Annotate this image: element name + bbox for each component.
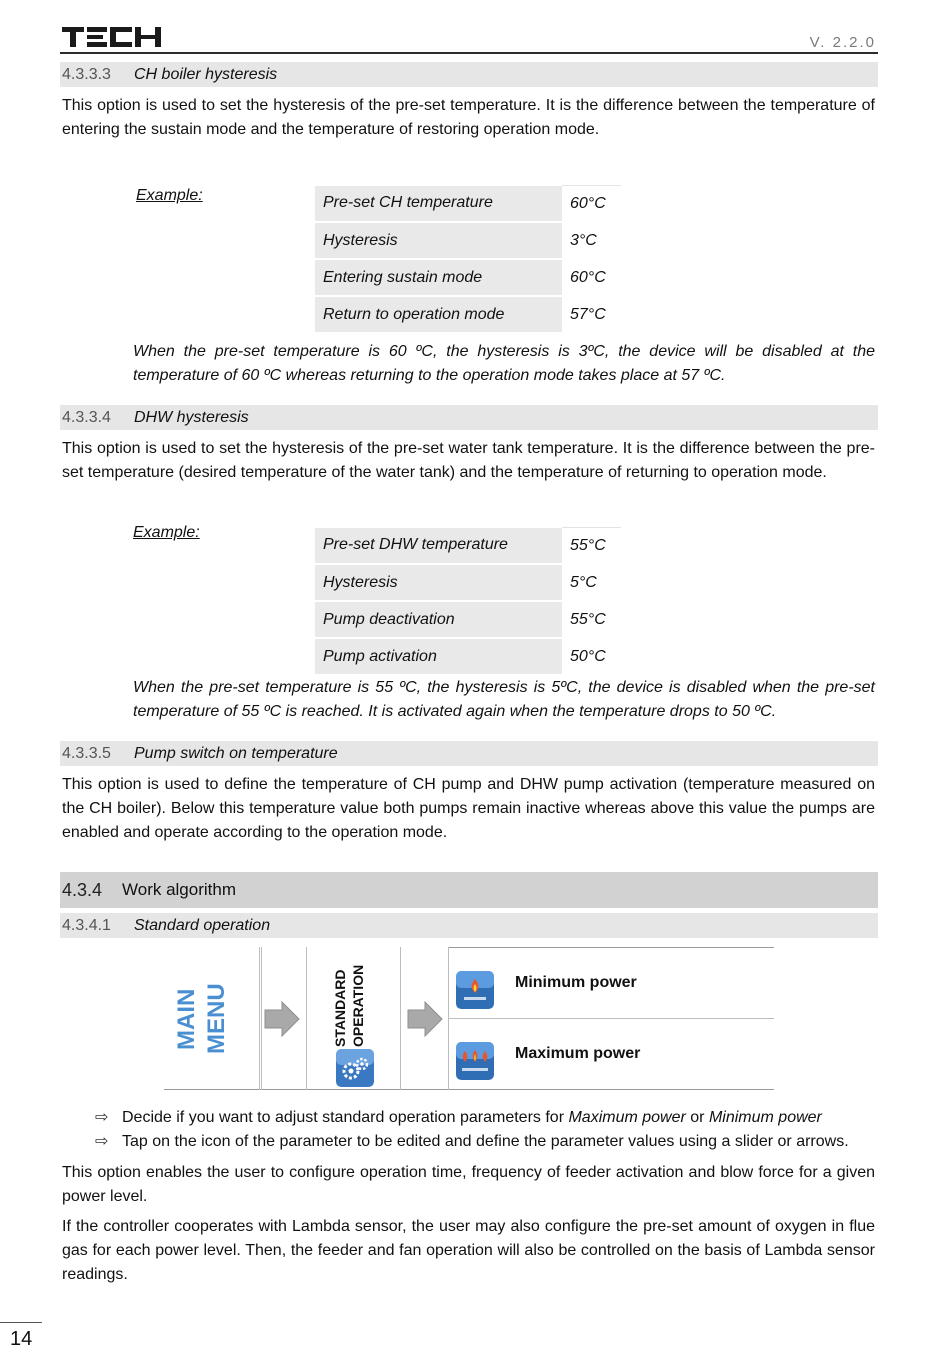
section-text: This option is used to set the hysteresis of the pre-set temperature. It is the difference between the temperature of entering the sustain mode and the temperature of restoring operation mode. <box>62 97 875 138</box>
instruction-item <box>95 1130 849 1154</box>
menu-navigation-figure <box>164 947 774 1090</box>
example-note: When the pre-set temperature is 60 ºC, the hysteresis is 3ºC, the device will be disabled at the temperature of 60 ºC whereas returning to the operation mode takes place at 57 ºC. <box>133 343 875 384</box>
instruction-emphasis: Minimum power <box>708 1109 822 1126</box>
paragraph: This option enables the user to configure operation time, frequency of feeder activation and blow force for a given power level. <box>62 1164 875 1205</box>
footer-divider <box>0 1322 42 1323</box>
maximum-power-label[interactable]: Maximum power <box>515 1045 641 1062</box>
section-title: Pump switch on temperature <box>134 745 338 762</box>
table-row <box>315 259 621 296</box>
figure-row-divider <box>448 1018 774 1019</box>
page-number: 14 <box>10 1328 33 1350</box>
instruction-text: or <box>685 1109 709 1126</box>
figure-divider <box>306 947 307 1090</box>
section-heading-work-algorithm <box>60 872 878 908</box>
section-text: This option is used to set the hysteresis of the pre-set water tank temperature. It is the difference between the pre-set temperature (desired temperature of the water tank) and the temperature of returning to operation mode. <box>62 440 875 481</box>
maximum-power-icon[interactable] <box>456 1042 494 1080</box>
arrow-right-icon <box>407 1001 443 1037</box>
figure-divider <box>261 947 262 1090</box>
section-number: 4.3.4.1 <box>62 917 111 934</box>
main-menu-label <box>172 969 256 1069</box>
example-table-dhw <box>315 527 621 676</box>
section-heading-pump-switch-on <box>60 741 878 766</box>
section-title: DHW hysteresis <box>134 409 249 426</box>
standard-operation-line: STANDARD <box>332 969 348 1047</box>
example-table-ch <box>315 185 621 334</box>
section-number: 4.3.3.3 <box>62 66 111 83</box>
table-row <box>315 528 621 565</box>
table-row <box>315 638 621 675</box>
table-cell-value: 55°C <box>562 601 621 638</box>
header-divider <box>60 52 878 54</box>
section-number: 4.3.3.5 <box>62 745 111 762</box>
minimum-power-label[interactable]: Minimum power <box>515 974 637 991</box>
section-text: This option is used to define the temperature of CH pump and DHW pump activation (temperature measured on the CH boiler). Below this temperature value both pumps remain inactive whereas above this value the pumps are enabled and operate according to the operation mode. <box>62 776 875 841</box>
section-heading-ch-boiler-hysteresis <box>60 62 878 87</box>
section-number: 4.3.4 <box>62 880 103 900</box>
standard-operation-label <box>331 955 375 1047</box>
section-number: 4.3.3.4 <box>62 409 111 426</box>
minimum-power-icon[interactable] <box>456 971 494 1009</box>
figure-divider <box>259 947 260 1090</box>
version-label: V. 2.2.0 <box>809 34 876 51</box>
main-menu-line: MENU <box>203 983 230 1055</box>
table-cell-value: 55°C <box>562 528 621 565</box>
table-cell-value: 60°C <box>562 186 621 223</box>
table-cell-parameter: Pre-set DHW temperature <box>315 528 562 565</box>
figure-top-border <box>448 947 774 948</box>
instruction-item <box>95 1106 822 1130</box>
table-cell-value: 60°C <box>562 259 621 296</box>
table-cell-parameter: Return to operation mode <box>315 296 562 333</box>
logo-text: TECH <box>62 26 65 27</box>
instruction-text: Decide if you want to adjust standard operation parameters for <box>122 1109 569 1126</box>
gears-icon[interactable] <box>336 1049 374 1087</box>
table-cell-parameter: Pump deactivation <box>315 601 562 638</box>
table-cell-value: 3°C <box>562 222 621 259</box>
table-row <box>315 601 621 638</box>
standard-operation-line: OPERATION <box>350 964 366 1047</box>
table-row <box>315 222 621 259</box>
section-title: Work algorithm <box>122 880 236 899</box>
example-label: Example: <box>133 524 200 541</box>
table-cell-parameter: Entering sustain mode <box>315 259 562 296</box>
paragraph: If the controller cooperates with Lambda sensor, the user may also configure the pre-set amount of oxygen in flue gas for each power level. Then, the feeder and fan operation will also be controlled on the basis of Lambda sensor readings. <box>62 1218 875 1283</box>
tech-logo <box>62 26 162 48</box>
table-cell-parameter: Hysteresis <box>315 564 562 601</box>
section-heading-dhw-hysteresis <box>60 405 878 430</box>
table-row <box>315 564 621 601</box>
example-note: When the pre-set temperature is 55 ºC, the hysteresis is 5ºC, the device is disabled when the pre-set temperature of 55 ºC is reached. It is activated again when the temperature drops to 50 ºC. <box>133 679 875 720</box>
table-cell-value: 50°C <box>562 638 621 675</box>
table-cell-parameter: Hysteresis <box>315 222 562 259</box>
table-cell-value: 5°C <box>562 564 621 601</box>
main-menu-line: MAIN <box>173 988 200 1050</box>
table-cell-value: 57°C <box>562 296 621 333</box>
arrow-bullet-icon: ⇨ <box>95 1109 109 1126</box>
section-title: CH boiler hysteresis <box>134 66 278 83</box>
section-title: Standard operation <box>134 917 271 934</box>
table-cell-parameter: Pump activation <box>315 638 562 675</box>
instruction-emphasis: Maximum power <box>568 1109 686 1126</box>
arrow-right-icon <box>264 1001 300 1037</box>
figure-bottom-border <box>164 1089 774 1090</box>
arrow-bullet-icon: ⇨ <box>95 1133 109 1150</box>
section-heading-standard-operation <box>60 913 878 938</box>
table-row <box>315 186 621 223</box>
table-cell-parameter: Pre-set CH temperature <box>315 186 562 223</box>
example-label: Example: <box>136 187 203 204</box>
table-row <box>315 296 621 333</box>
figure-divider <box>400 947 401 1090</box>
instruction-text: Tap on the icon of the parameter to be edited and define the parameter values using a slider or arrows. <box>122 1133 849 1150</box>
